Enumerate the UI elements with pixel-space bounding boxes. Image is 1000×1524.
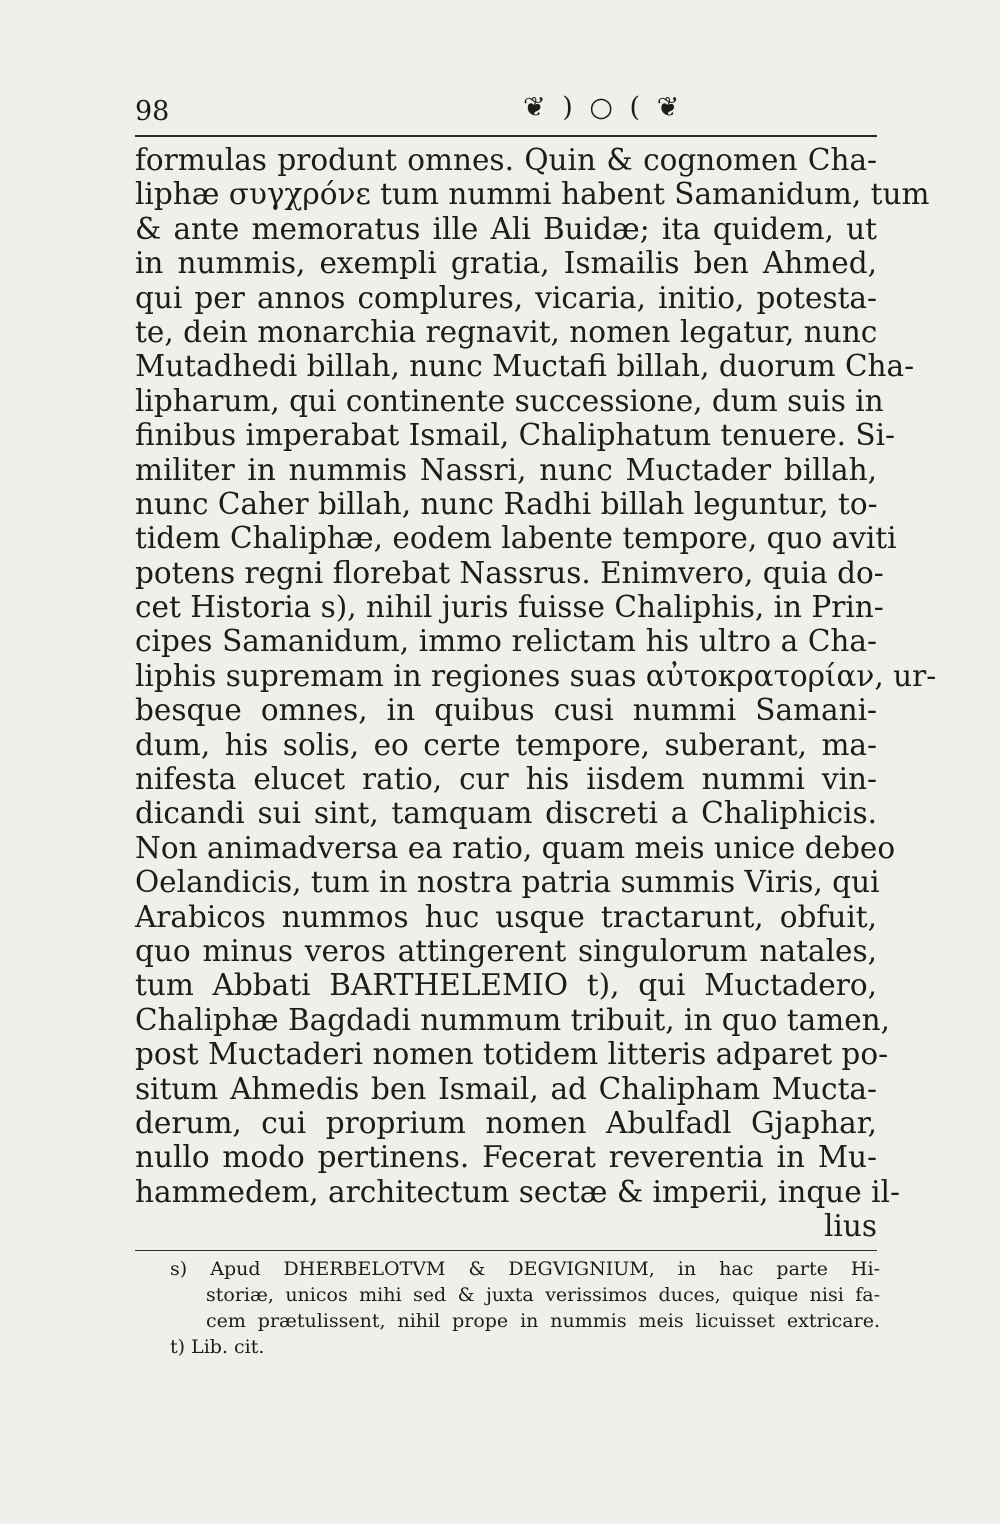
- text-line: Non animadversa ea ratio, quam meis unice debeo: [135, 830, 896, 865]
- text-line: te, dein monarchia regnavit, nomen legatur, nunc: [135, 314, 878, 349]
- body-text: [135, 143, 937, 1244]
- running-header: [135, 92, 877, 132]
- text-line: Chaliphæ Bagdadi nummum tribuit, in quo tamen,: [135, 1002, 891, 1037]
- text-line: finibus imperabat Ismail, Chaliphatum tenuere. Si-: [135, 418, 896, 453]
- text-line: & ante memoratus ille Ali Buidæ; ita quidem, ut: [135, 211, 877, 246]
- text-line: potens regni florebat Nassrus. Enimvero, quia do-: [135, 555, 884, 590]
- footnote-line: storiæ, unicos mihi sed & juxta verissimos duces, quique nisi fa-: [206, 1284, 880, 1306]
- text-line: in nummis, exempli gratia, Ismailis ben Ahmed,: [135, 246, 877, 281]
- text-line: formulas produnt omnes. Quin & cognomen Cha-: [135, 143, 877, 177]
- text-line: quo minus veros attingerent singulorum natales,: [135, 933, 877, 968]
- text-line: hammedem, architectum sectæ & imperii, inque il-: [135, 1174, 900, 1209]
- text-line: Oelandicis, tum in nostra patria summis Viris, qui: [135, 865, 880, 900]
- text-line: nifesta elucet ratio, cur his iisdem nummi vin-: [135, 762, 877, 797]
- footnote-line: t) Lib. cit.: [170, 1336, 265, 1358]
- text-line: besque omnes, in quibus cusi nummi Samani-: [135, 693, 877, 728]
- text-line: Arabicos nummos huc usque tractarunt, obfuit,: [135, 899, 877, 934]
- text-line: militer in nummis Nassri, nunc Muctader billah,: [135, 452, 877, 487]
- header-rule: [135, 135, 877, 137]
- text-line: lipharum, qui continente successione, dum suis in: [135, 383, 884, 418]
- footnote-line: cem prætulissent, nihil prope in nummis meis licuisset extricare.: [206, 1310, 880, 1332]
- text-line: Mutadhedi billah, nunc Muctafi billah, duorum Cha-: [135, 349, 915, 384]
- text-line: liphis supremam in regiones suas αὐτοκρατορίαν, ur-: [135, 658, 937, 693]
- text-line: situm Ahmedis ben Ismail, ad Chalipham Mucta-: [135, 1071, 877, 1106]
- footnote-line: s) Apud DHERBELOTVM & DEGVIGNIUM, in hac parte Hi-: [170, 1258, 880, 1280]
- text-line: tum Abbati BARTHELEMIO t), qui Muctadero,: [135, 968, 877, 1003]
- text-line: liphæ συγχρόνε tum nummi habent Samanidum, tum: [135, 177, 930, 212]
- page-number: 98: [135, 96, 170, 127]
- text-line: qui per annos complures, vicaria, initio, potesta-: [135, 280, 877, 315]
- text-line: tidem Chaliphæ, eodem labente tempore, quo aviti: [135, 521, 897, 556]
- catchword: lius: [823, 1209, 877, 1244]
- text-line: dum, his solis, eo certe tempore, suberant, ma-: [135, 727, 877, 762]
- text-line: cipes Samanidum, immo relictam his ultro a Cha-: [135, 624, 877, 659]
- text-line: cet Historia s), nihil juris fuisse Chaliphis, in Prin-: [135, 590, 884, 625]
- header-ornament: ❦ ) ○ ( ❦: [523, 92, 684, 123]
- text-line: post Muctaderi nomen totidem litteris adparet po-: [135, 1037, 889, 1072]
- text-line: nullo modo pertinens. Fecerat reverentia in Mu-: [135, 1140, 877, 1175]
- footnotes: [170, 1256, 880, 1360]
- text-line: dicandi sui sint, tamquam discreti a Chaliphicis.: [135, 796, 877, 831]
- footnote-rule: [135, 1250, 877, 1251]
- text-line: nunc Caher billah, nunc Radhi billah leguntur, to-: [135, 486, 878, 521]
- text-line: derum, cui proprium nomen Abulfadl Gjaphar,: [135, 1105, 877, 1140]
